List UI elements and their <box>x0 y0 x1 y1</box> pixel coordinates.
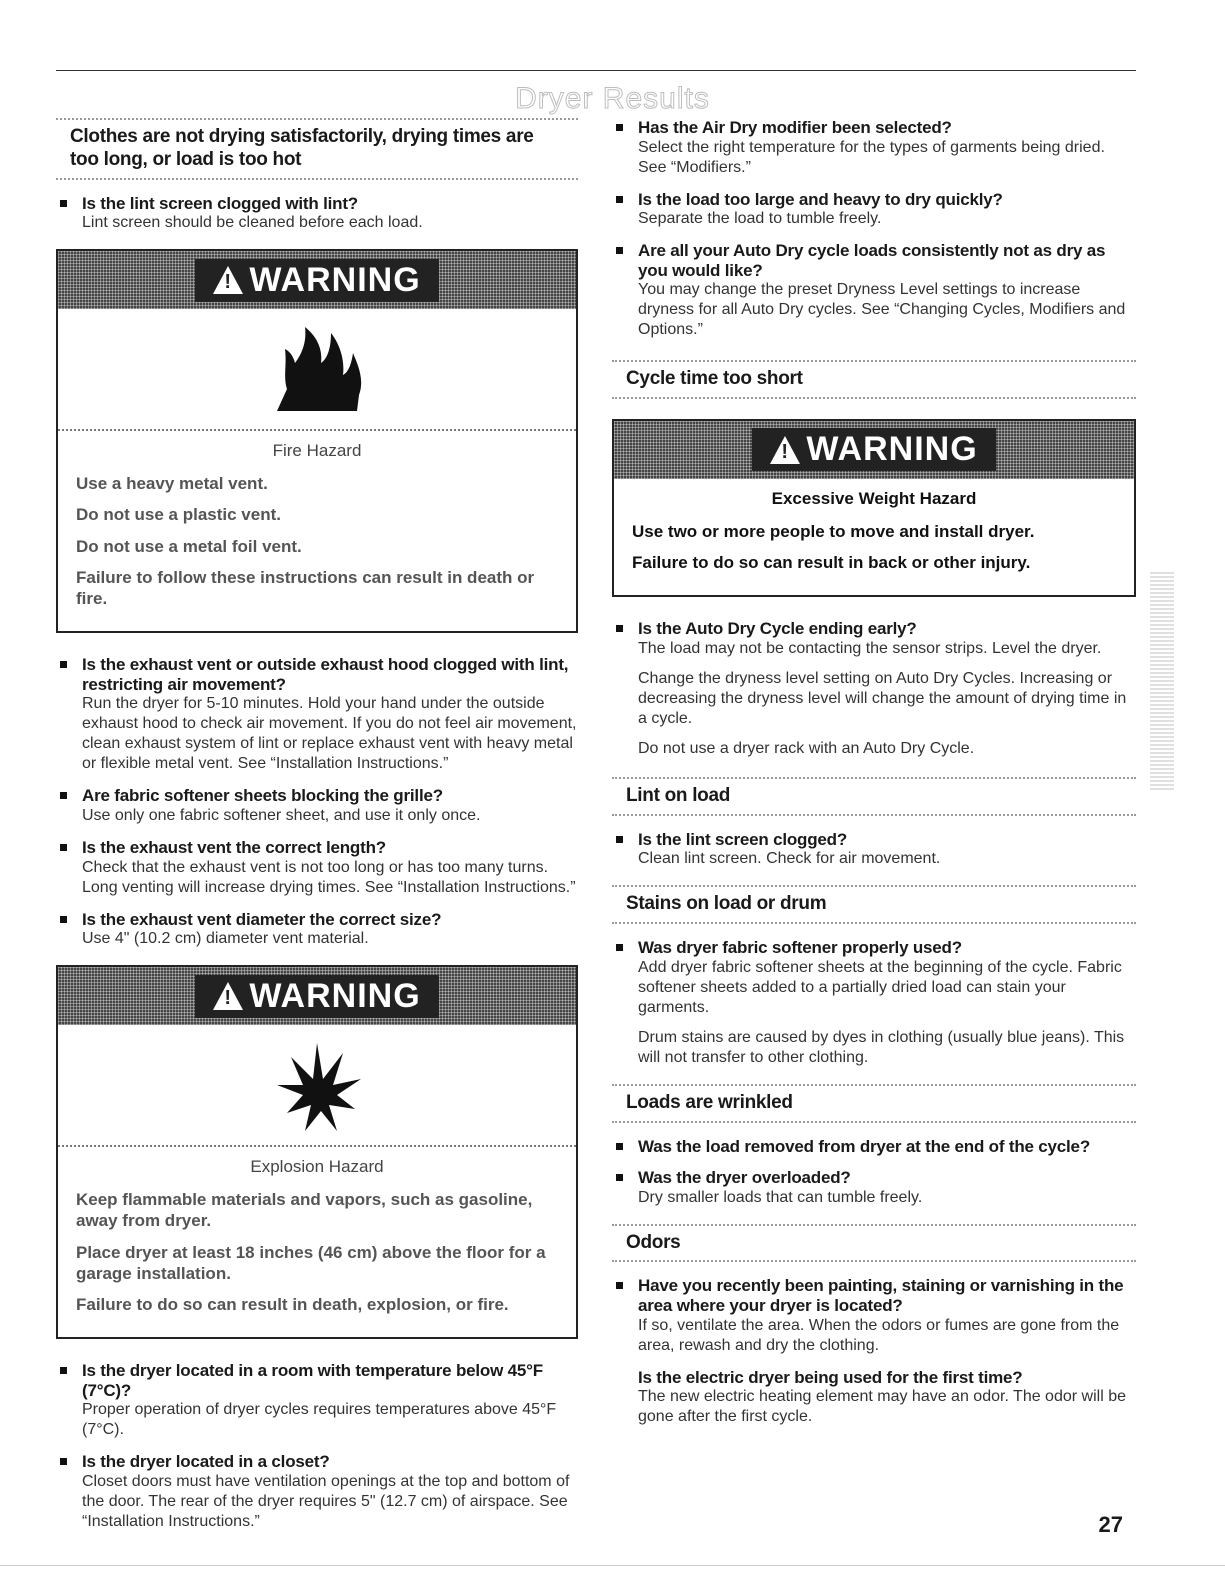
bottom-rule <box>0 1565 1225 1566</box>
warning-hazard: Explosion Hazard <box>250 1157 384 1177</box>
alert-triangle-icon <box>213 266 243 294</box>
explosion-icon <box>257 1035 377 1135</box>
question-electric-first-time: Is the electric dryer being used for the first time? The new electric heating element may have an odor. The odor will be gone after the first cycle. <box>638 1367 1126 1426</box>
warning-explosion-hazard: ! WARNING Explosion Hazard Keep flammable materials and vapors, such as gasoline, away from dryer. Place dryer at least 18 inches (46 cm) above the floor for a garage installation. Failure to do so can result in death, explosion, or fire. <box>56 965 578 1339</box>
warning-banner <box>614 421 1134 479</box>
side-tab-decoration <box>1150 570 1174 790</box>
fire-icon <box>257 319 377 419</box>
section-title: Cycle time too short <box>626 368 803 390</box>
section-header-stains <box>612 885 1136 924</box>
section-header-cycle-short <box>612 360 1136 399</box>
question-fabric-softener: Was dryer fabric softener properly used? Add dryer fabric softener sheets at the beginning of the cycle. Fabric softener sheets added to a partially dried load can stain your garments. Drum stains are caused by dyes in clothing (usually blue jeans). This will not transfer to other clothing. <box>612 938 1136 1068</box>
alert-triangle-icon <box>213 982 243 1010</box>
warning-label: WARNING <box>806 430 978 469</box>
question-auto-dry-loads: Are all your Auto Dry cycle loads consistently not as dry as you would like? You may change the preset Dryness Level settings to increase dryness for all Auto Dry cycles. See “Changing Cycles, Modifiers and Options.” <box>612 241 1136 340</box>
question-painting: Have you recently been painting, staining or varnishing in the area where your dryer is located? If so, ventilate the area. When the odors or fumes are gone from the area, rewash and dry the clothing. <box>612 1276 1136 1355</box>
question-room-temperature: Is the dryer located in a room with temperature below 45°F (7°C)? Proper operation of dryer cycles requires temperatures above 45°F (7°C). <box>56 1361 578 1440</box>
section-header-wrinkled <box>612 1084 1136 1123</box>
warning-label: WARNING <box>249 976 421 1015</box>
left-column <box>56 118 578 1544</box>
section-title: Odors <box>626 1231 681 1253</box>
question-load-too-large: Is the load too large and heavy to dry quickly? Separate the load to tumble freely. <box>612 190 1136 230</box>
page-title: Dryer Results <box>515 82 710 115</box>
warning-hazard: Excessive Weight Hazard <box>771 488 977 508</box>
question-vent-diameter: Is the exhaust vent diameter the correct size? Use 4" (10.2 cm) diameter vent material. <box>56 910 578 950</box>
question-softener-grille: Are fabric softener sheets blocking the grille? Use only one fabric softener sheet, and use it only once. <box>56 786 578 826</box>
question-lint-screen: Is the lint screen clogged with lint? Lint screen should be cleaned before each load. <box>56 194 578 234</box>
question-load-removed: Was the load removed from dryer at the end of the cycle? <box>612 1137 1136 1157</box>
right-column <box>612 118 1136 1439</box>
warning-hazard: Fire Hazard <box>272 441 362 461</box>
warning-banner <box>58 967 576 1025</box>
question-closet: Is the dryer located in a closet? Closet doors must have ventilation openings at the top and bottom of the door. The rear of the dryer requires 5" (12.7 cm) of airspace. See “Installation Instructions.” <box>56 1452 578 1532</box>
question-exhaust-clogged: Is the exhaust vent or outside exhaust hood clogged with lint, restricting air movement? Run the dryer for 5-10 minutes. Hold your hand under the outside exhaust hood to check air movement. If you do not feel air movement, clean exhaust system of lint or replace exhaust vent with heavy metal or flexible metal vent. See “Installation Instructions.” <box>56 655 578 774</box>
warning-fire-hazard: ! WARNING Fire Hazard Use a heavy metal vent. Do not use a plastic vent. Do not use a metal foil vent. Failure to follow these instructions can result in death or fire. <box>56 249 578 633</box>
section-title: Loads are wrinkled <box>626 1091 793 1113</box>
top-rule <box>56 70 1136 71</box>
section-header-lint-on-load <box>612 777 1136 816</box>
section-header-odors <box>612 1224 1136 1263</box>
warning-banner <box>58 251 576 309</box>
question-overloaded: Was the dryer overloaded? Dry smaller loads that can tumble freely. <box>612 1168 1136 1208</box>
question-air-dry: Has the Air Dry modifier been selected? Select the right temperature for the types of garments being dried. See “Modifiers.” <box>612 118 1136 178</box>
question-auto-dry-early: Is the Auto Dry Cycle ending early? The load may not be contacting the sensor strips. Level the dryer. Change the dryness level setting on Auto Dry Cycles. Increasing or decreasing the dryness level will change the amount of drying time in a cycle. Do not use a dryer rack with an Auto Dry Cycle. <box>612 619 1136 759</box>
warning-label: WARNING <box>249 260 421 299</box>
alert-triangle-icon <box>770 436 800 464</box>
question-lint-screen-clogged: Is the lint screen clogged? Clean lint screen. Check for air movement. <box>612 830 1136 870</box>
section-title: Clothes are not drying satisfactorily, drying times are too long, or load is too hot <box>70 126 534 170</box>
section-header-not-drying <box>56 118 578 180</box>
section-title: Stains on load or drum <box>626 893 827 915</box>
warning-excessive-weight: ! WARNING Excessive Weight Hazard Use two or more people to move and install dryer. Failure to do so can result in back or other injury. <box>612 419 1136 598</box>
page-number: 27 <box>1098 1512 1123 1537</box>
section-title: Lint on load <box>626 785 731 807</box>
question-vent-length: Is the exhaust vent the correct length? Check that the exhaust vent is not too long or has too many turns. Long venting will increase drying times. See “Installation Instructions.” <box>56 838 578 898</box>
